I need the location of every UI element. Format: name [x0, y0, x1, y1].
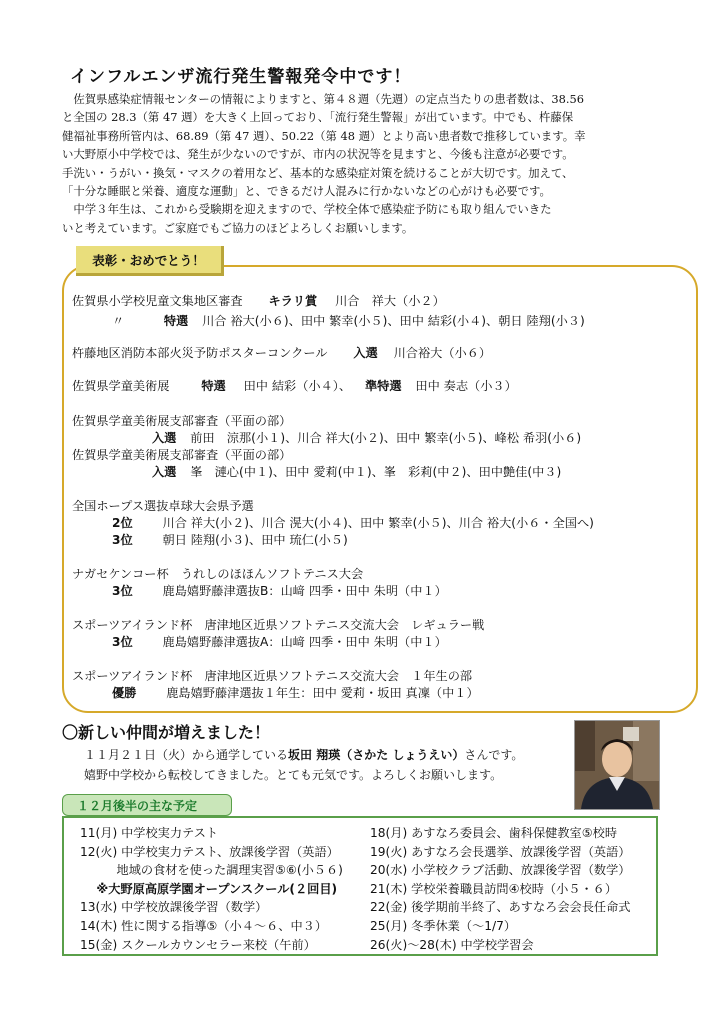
award-event: 佐賀県学童美術展支部審査（平面の部） [72, 448, 292, 462]
award-event: 佐賀県小学校児童文集地区審査 [72, 294, 243, 308]
schedule-tag: １２月後半の主な予定 [62, 794, 232, 816]
award-line [112, 582, 447, 599]
award-event: 全国ホープス選抜卓球大会県予選 [72, 499, 254, 513]
award-event: ナガセケンコー杯 うれしのほほんソフトテニス大会 [72, 567, 364, 581]
newcomer-text: さんです。 [464, 748, 524, 762]
notice-line: 「十分な睡眠と栄養、適度な運動」と、できるだけ人混みに行かないなどの心がけも必要です。 [62, 184, 551, 199]
schedule-item: 12(火) 中学校実力テスト、放課後学習（英語） [80, 844, 339, 859]
award-rank: 特選 [201, 379, 226, 393]
award-names: 前田 涼那(小１)、川合 祥大(小２)、田中 繁幸(小５)、峰松 希羽(小６) [190, 431, 582, 445]
schedule-item: 19(火) あすなろ会長選挙、放課後学習（英語） [370, 844, 631, 859]
notice-line: 佐賀県感染症情報センターの情報によりますと、第４８週（先週）の定点当たりの患者数は、38.56 [62, 92, 584, 106]
award-names: 峯 漣心(中１)、田中 愛莉(中１)、峯 彩莉(中２)、田中艶佳(中３) [190, 465, 562, 479]
award-event: 杵藤地区消防本部火災予防ポスターコンクール [72, 346, 328, 360]
award-line [152, 463, 561, 480]
award-rank: 優勝 [112, 686, 137, 700]
award-event: 佐賀県学童美術展 [72, 379, 170, 393]
award-names: 鹿島嬉野藤津選抜A：山﨑 四季・田中 朱明（中１） [162, 635, 447, 649]
student-portrait-icon [575, 721, 659, 809]
award-line [72, 344, 491, 361]
award-rank: 3位 [112, 584, 133, 598]
schedule-item: 13(水) 中学校放課後学習（数学） [80, 900, 268, 915]
schedule-right-column [370, 824, 630, 954]
award-line [112, 684, 479, 701]
award-rank: 準特選 [364, 379, 402, 393]
award-line [112, 514, 594, 531]
schedule-item: ※大野原高原学園オープンスクール(２回目) [80, 881, 338, 896]
notice-line: いと考えています。ご家庭でもご協力のほどよろしくお願いします。 [62, 220, 414, 235]
award-line [152, 429, 581, 446]
notice-line: い大野原小中学校では、発生が少ないのですが、市内の状況等を見ますと、今後も注意が必要です。 [62, 147, 574, 162]
award-rank: 3位 [112, 635, 133, 649]
award-event: スポーツアイランド杯 唐津地区近県ソフトテニス交流大会 レギュラー戦 [72, 618, 485, 632]
award-ditto: 〃 [112, 314, 125, 328]
award-line [112, 531, 348, 548]
newcomer-line [84, 746, 523, 763]
schedule-item: 11(月) 中学校実力テスト [80, 826, 219, 840]
award-line [72, 312, 585, 329]
award-rank: 2位 [112, 516, 133, 530]
notice-line: と全国の 28.3（第 47 週）を大きく上回っており、「流行発生警報」が出ています。中でも、杵藤保 [62, 110, 574, 125]
award-rank: 3位 [112, 533, 133, 547]
schedule-item: 26(火)～28(木) 中学校学習会 [370, 937, 534, 952]
award-rank: 入選 [152, 465, 177, 479]
schedule-item: 15(金) スクールカウンセラー来校（午前） [80, 937, 316, 952]
notice-paragraph [62, 90, 662, 237]
schedule-item: 14(木) 性に関する指導⑤（小４～６、中３） [80, 918, 328, 933]
award-names: 朝日 陸翔(小３)、田中 琉仁(小５) [162, 533, 348, 547]
student-photo [574, 720, 660, 810]
award-event: スポーツアイランド杯 唐津地区近県ソフトテニス交流大会 １年生の部 [72, 669, 473, 683]
notice-title: インフルエンザ流行発生警報発令中です！ [70, 67, 412, 87]
schedule-item: 地域の食材を使った調理実習⑤⑥(小５６) [80, 863, 343, 878]
schedule-item: 18(月) あすなろ委員会、歯科保健教室⑤校時 [370, 826, 618, 840]
award-names: 川合 祥大（小２） [335, 294, 445, 308]
award-line [112, 633, 447, 650]
awards-tag: 表彰・おめでとう！ [76, 246, 224, 276]
schedule-item: 21(木) 学校栄養職員訪問④校時（小５・６） [370, 881, 618, 896]
award-names: 田中 奏志（小３） [415, 379, 517, 393]
schedule-item: 25(月) 冬季休業（～1/7） [370, 918, 517, 933]
schedule-left-column [80, 824, 343, 954]
award-rank: キラリ賞 [268, 294, 318, 308]
award-names: 鹿島嬉野藤津選抜B：山﨑 四季・田中 朱明（中１） [162, 584, 447, 598]
award-names: 川合裕大（小６） [393, 346, 492, 360]
award-names: 川合 裕大(小６)、田中 繁幸(小５)、田中 結彩(小４)、朝日 陸翔(小３) [202, 314, 585, 328]
award-names: 田中 結彩（小４）、 [243, 379, 352, 393]
notice-line: 中学３年生は、これから受験期を迎えますので、学校全体で感染症予防にも取り組んでいきた [62, 202, 552, 217]
award-line [72, 292, 445, 309]
schedule-item: 20(水) 小学校クラブ活動、放課後学習（数学） [370, 863, 631, 878]
notice-line: 健福祉事務所管内は、68.89（第 47 週）、50.22（第 48 週）とより高い患者数で推移しています。幸 [62, 128, 586, 143]
newcomer-line: 嬉野中学校から転校してきました。とても元気です。よろしくお願いします。 [84, 768, 503, 782]
newcomer-title: 〇新しい仲間が増えました！ [62, 723, 271, 742]
notice-line: 手洗い・うがい・換気・マスクの着用など、基本的な感染症対策を続けることが大切です。加えて、 [62, 165, 574, 180]
schedule-item: 22(金) 後学期前半終了、あすなろ会会長任命式 [370, 900, 631, 915]
newcomer-name: 坂田 翔瑛（さかた しょうえい） [288, 748, 465, 762]
award-names: 鹿島嬉野藤津選抜１年生：田中 愛莉・坂田 真凜（中１） [166, 686, 479, 700]
newcomer-text: １１月２１日（火）から通学している [84, 748, 289, 762]
award-rank: 特選 [163, 314, 189, 328]
award-names: 川合 祥大(小２)、川合 滉大(小４)、田中 繁幸(小５)、川合 裕大(小６・全国へ) [162, 516, 594, 530]
award-line [72, 377, 517, 394]
award-event: 佐賀県学童美術展支部審査（平面の部） [72, 414, 292, 428]
award-rank: 入選 [152, 431, 177, 445]
award-rank: 入選 [353, 346, 378, 360]
